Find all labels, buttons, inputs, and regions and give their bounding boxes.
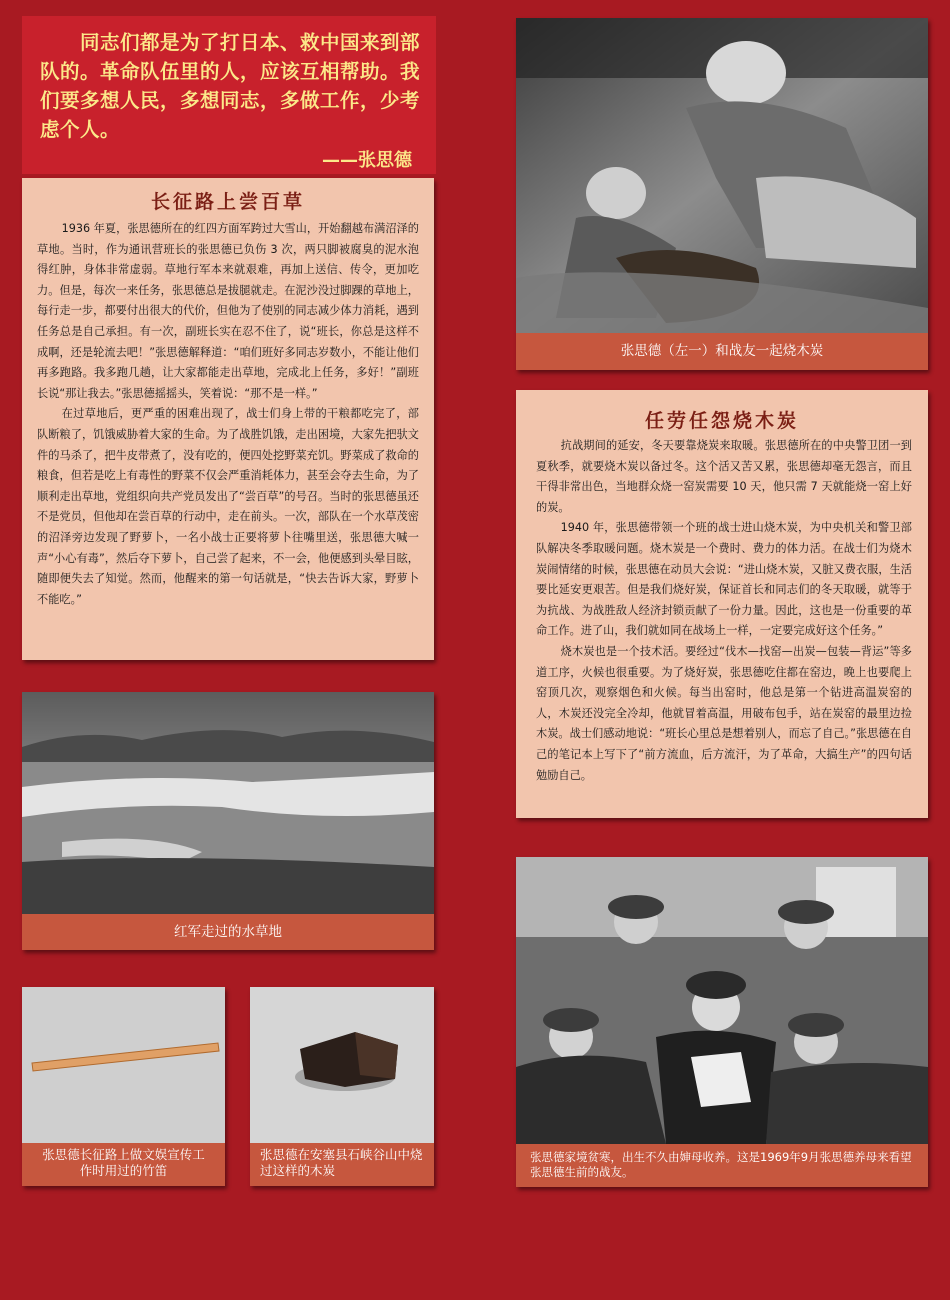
section-charcoal-title: 任劳任怨烧木炭 xyxy=(644,410,799,432)
section-charcoal-panel xyxy=(516,390,928,818)
photo-card-grassland xyxy=(22,692,434,950)
grassland-photo xyxy=(22,692,434,914)
section-charcoal-body xyxy=(516,436,928,786)
quote-text: 同志们都是为了打日本、救中国来到部队的。革命队伍里的人，应该互相帮助。我们要多想人民，多想同志，多做工作，少考虑个人。 xyxy=(40,31,421,141)
charcoal-piece-photo xyxy=(250,987,434,1143)
quote-author: ——张思德 xyxy=(322,150,412,171)
photo-card-flute xyxy=(22,987,225,1186)
section-charcoal-paragraph: 抗战期间的延安，冬天要靠烧炭来取暖。张思德所在的中央警卫团一到夏秋季，就要烧木炭以备过冬。这个活又苦又累，张思德却毫无怨言，而且干得非常出色，当地群众烧一窑炭需要 10 天，他只需 7 天就能烧一窑上好的炭。 xyxy=(536,439,912,514)
section-grass-panel xyxy=(22,178,434,660)
grassland-caption: 红军走过的水草地 xyxy=(174,924,282,940)
mother-photo xyxy=(516,857,928,1144)
section-grass-paragraph: 1936 年夏，张思德所在的红四方面军跨过大雪山，开始翻越布满沼泽的草地。当时，作为通讯营班长的张思德已负伤 3 次，两只脚被腐臭的泥水泡得红肿，身体非常虚弱。草地行军本来就艰难，再加上送信、传令，更加吃力。但是，每次一来任务，张思德总是拔腿就走。在泥沙没过脚踝的草地上，每行走一步，都要付出很大的代价，但他为了使别的同志减少体力消耗，遇到任务总是自己承担。有一次，副班长实在忍不住了，说“班长，你总是这样不成啊，还是轮流去吧！”张思德解释道：“咱们班好多同志岁数小，不能让他们再多跑路。我多跑几趟，让大家都能走出草地，完成北上任务，多好！”副班长说“那让我去。”张思德摇摇头，笑着说：“那不是一样。” xyxy=(37,222,419,400)
photo-card-charcoal-work xyxy=(516,18,928,370)
section-charcoal-paragraph: 烧木炭也是一个技术活。要经过“伐木—找窑—出炭—包装—背运”等多道工序，火候也很重要。为了烧好炭，张思德吃住都在窑边，晚上也要爬上窑顶几次，观察烟色和火候。每当出窑时，他总是第一个钻进高温炭窑的人，木炭还没完全冷却，他就冒着高温，用破布包手，站在炭窑的最里边捡木炭。战士们感动地说：“班长心里总是想着别人，而忘了自己。”张思德在自己的笔记本上写下了“前方流血，后方流汗，为了革命，大搞生产”的四句话勉励自己。 xyxy=(536,644,912,782)
photo-card-mother xyxy=(516,857,928,1187)
quote-box xyxy=(22,16,436,174)
flute-photo xyxy=(22,987,225,1143)
flute-caption: 张思德长征路上做文娱宣传工作时用过的竹笛 xyxy=(42,1147,205,1178)
charcoal-work-photo xyxy=(516,18,928,333)
charcoal-piece-caption: 张思德在安塞县石峡谷山中烧过这样的木炭 xyxy=(260,1147,423,1178)
section-grass-body xyxy=(22,219,434,610)
charcoal-work-caption: 张思德（左一）和战友一起烧木炭 xyxy=(620,343,824,359)
photo-card-charcoal-piece xyxy=(250,987,434,1186)
section-grass-paragraph: 在过草地后，更严重的困难出现了，战士们身上带的干粮都吃完了，部队断粮了，饥饿威胁着大家的生命。为了战胜饥饿，走出困境，大家先把驮文件的马杀了，把牛皮带煮了，没有吃的，便四处挖野菜充饥。野菜成了救命的粮食，但若是吃上有毒性的野菜不仅会严重消耗体力，甚至会夺去生命，为了顺利走出草地，党组织向共产党员发出了“尝百草”的号召。当时的张思德虽还不是党员，但他却在尝百草的行动中，走在前头。一次，部队在一个水草茂密的沼泽旁边发现了野萝卜，一名小战士正要将萝卜往嘴里送，张思德大喊一声“小心有毒”，然后夺下萝卜，自己尝了起来，不一会，他便感到头晕目眩，随即便失去了知觉。然而，他醒来的第一句话就是，“快去告诉大家，野萝卜不能吃。” xyxy=(37,407,419,606)
mother-caption: 张思德家境贫寒，出生不久由婶母收养。这是1969年9月张思德养母来看望张思德生前的战友。 xyxy=(530,1150,912,1179)
section-grass-title: 长征路上尝百草 xyxy=(150,191,305,213)
section-charcoal-paragraph: 1940 年，张思德带领一个班的战士进山烧木炭，为中央机关和警卫部队解决冬季取暖问题。烧木炭是一个费时、费力的体力活。在战士们为烧木炭闹情绪的时候，张思德在动员大会说：“进山烧木炭，又脏又费衣服，生活要比延安更艰苦。但是我们烧好炭，保证首长和同志们的冬天取暖，就等于为抗战、为战胜敌人经济封锁贡献了一份力量。因此，这也是一份重要的革命工作。进了山，我们就如同在战场上一样，一定要完成好这个任务。” xyxy=(536,521,912,638)
